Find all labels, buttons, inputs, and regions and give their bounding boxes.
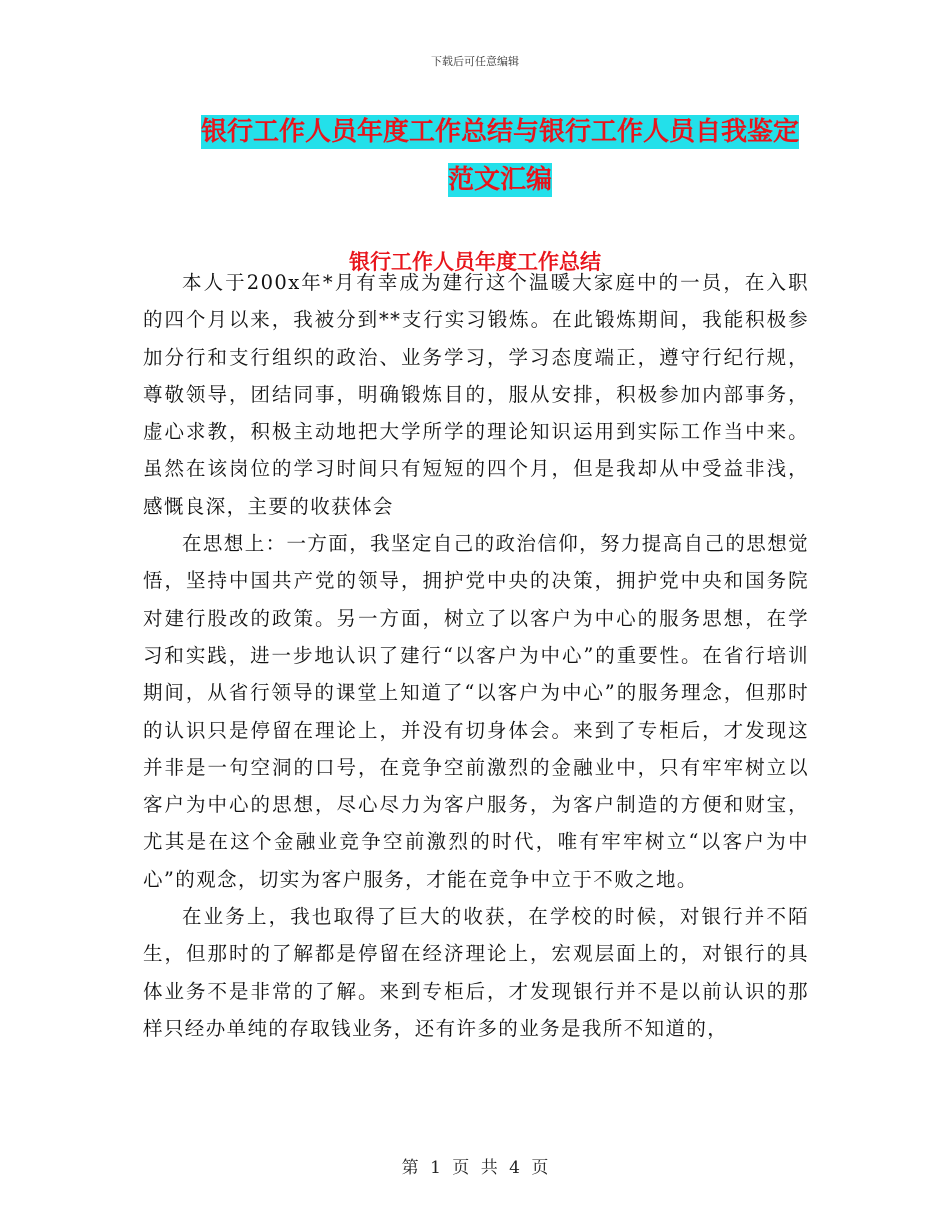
document-body: [143, 264, 809, 1047]
document-title: [150, 108, 850, 204]
page-number-footer: 第 1 页 共 4 页: [401, 1158, 549, 1178]
paragraph-2: 在思想上：一方面，我坚定自己的政治信仰，努力提高自己的思想觉悟，坚持中国共产党的领导，拥护党中央的决策，拥护党中央和国务院对建行股改的政策。另一方面，树立了以客户为中心的服务思想，在学习和实践，进一步地认识了建行“以客户为中心”的重要性。在省行培训期间，从省行领导的课堂上知道了“以客户为中心”的服务理念，但那时的认识只是停留在理论上，并没有切身体会。来到了专柜后，才发现这并非是一句空洞的口号，在竞争空前激烈的金融业中，只有牢牢树立以客户为中心的思想，尽心尽力为客户服务，为客户制造的方便和财宝，尤其是在这个金融业竞争空前激烈的时代，唯有牢牢树立“以客户为中心”的观念，切实为客户服务，才能在竞争中立于不败之地。: [143, 532, 810, 891]
title-line-2: 范文汇编: [447, 165, 552, 195]
paragraph-1: 本人于200x年*月有幸成为建行这个温暖大家庭中的一员，在入职的四个月以来，我被分到**支行实习锻炼。在此锻炼期间，我能积极参加分行和支行组织的政治、业务学习，学习态度端正，遵守行纪行规，尊敬领导，团结同事，明确锻炼目的，服从安排，积极参加内部事务，虚心求教，积极主动地把大学所学的理论知识运用到实际工作当中来。虽然在该岗位的学习时间只有短短的四个月，但是我却从中受益非浅，感慨良深，主要的收获体会: [143, 271, 809, 518]
section-heading: 银行工作人员年度工作总结: [349, 250, 601, 274]
paragraph-3: 在业务上，我也取得了巨大的收获，在学校的时候，对银行并不陌生，但那时的了解都是停留在经济理论上，宏观层面上的，对银行的具体业务不是非常的了解。来到专柜后，才发现银行并不是以前认识的那样只经办单纯的存取钱业务，还有许多的业务是我所不知道的，: [143, 905, 809, 1040]
title-line-1: 银行工作人员年度工作总结与银行工作人员自我鉴定: [200, 117, 799, 147]
page-header: 下载后可任意编辑: [431, 55, 519, 68]
